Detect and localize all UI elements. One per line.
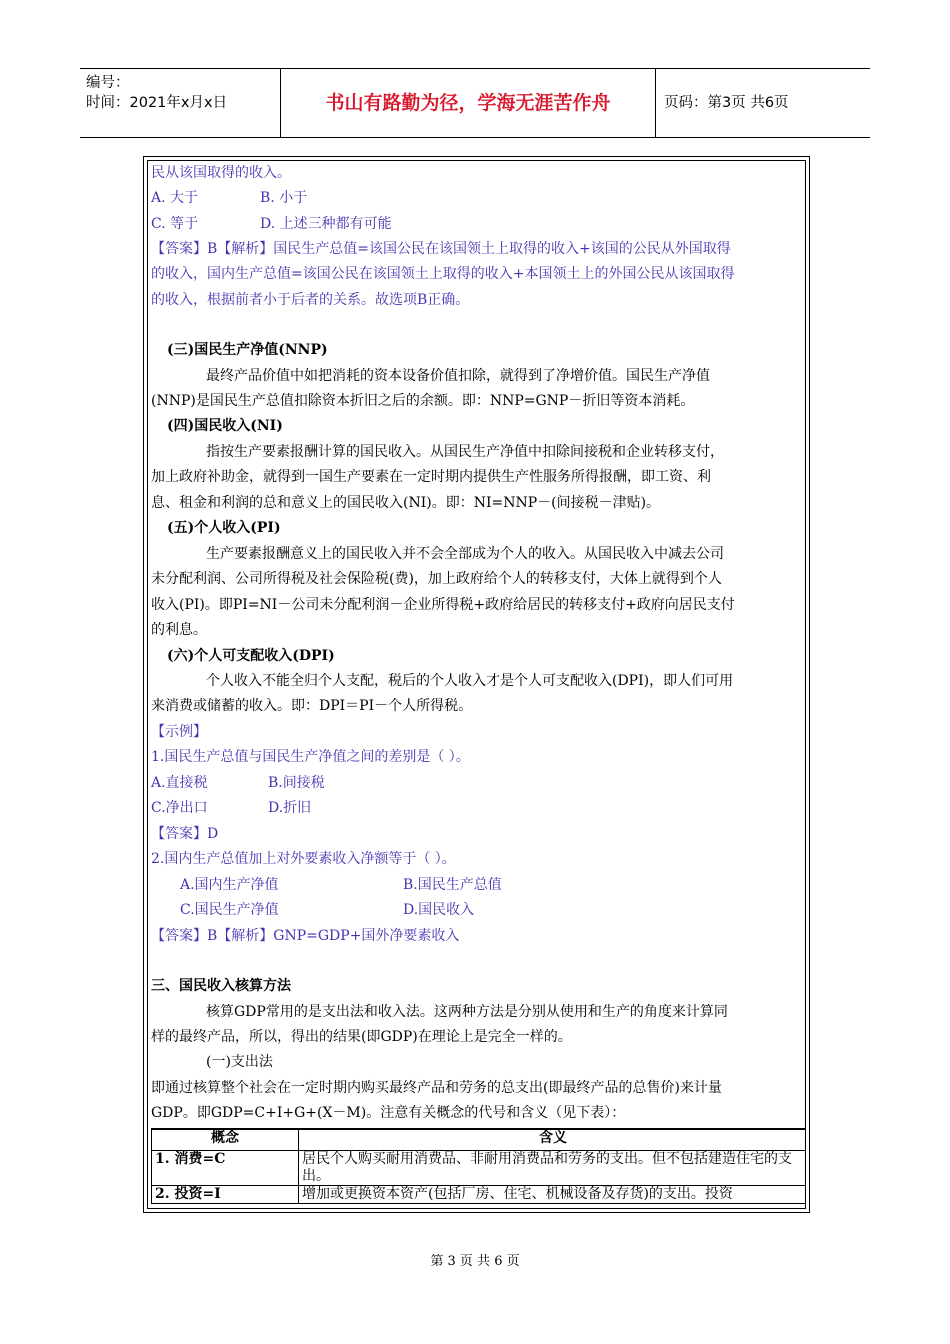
q2-option-a: A.国内生产净值 (180, 877, 279, 893)
q1-option-a: A.直接税 (151, 775, 208, 791)
paragraph-line: 指按生产要素报酬计算的国民收入。从国民生产净值中扣除间接税和企业转移支付， (206, 444, 724, 460)
section-heading-methods: 三、国民收入核算方法 (151, 978, 291, 994)
section-heading-nnp: (三)国民生产净值(NNP) (167, 342, 328, 358)
paragraph-line: 样的最终产品，所以，得出的结果(即GDP)在理论上是完全一样的。 (151, 1029, 572, 1045)
option-c: C. 等于 (151, 216, 199, 232)
option-b: B. 小于 (260, 190, 308, 206)
table-header-meaning: 含义 (299, 1129, 807, 1151)
example-label: 【示例】 (151, 724, 207, 740)
paragraph-line: 生产要素报酬意义上的国民收入并不会全部成为个人的收入。从国民收入中减去公司 (206, 546, 724, 562)
paragraph-line: 即通过核算整个社会在一定时期内购买最终产品和劳务的总支出(即最终产品的总售价)来计量 (151, 1080, 722, 1096)
q1-option-b: B.间接税 (268, 775, 325, 791)
question-2: 2.国内生产总值加上对外要素收入净额等于（ ）。 (151, 851, 456, 867)
paragraph-line: 核算GDP常用的是支出法和收入法。这两种方法是分别从使用和生产的角度来计算同 (206, 1004, 728, 1020)
content-area (147, 160, 806, 1209)
section-heading-pi: (五)个人收入(PI) (167, 520, 281, 536)
section-heading-dpi: (六)个人可支配收入(DPI) (167, 648, 335, 664)
header-motto: 书山有路勤为径，学海无涯苦作舟 (280, 69, 656, 137)
answer-2: 【答案】B【解析】GNP=GDP+国外净要素收入 (151, 928, 460, 944)
paragraph-line: 最终产品价值中如把消耗的资本设备价值扣除，就得到了净增价值。国民生产净值 (206, 368, 710, 384)
section-heading-ni: (四)国民收入(NI) (167, 418, 283, 434)
table-row (152, 1186, 807, 1204)
answer-line: 的收入，根据前者小于后者的关系。故选项B正确。 (151, 292, 470, 308)
doc-time-label: 时间：2021年x月x日 (86, 95, 228, 111)
answer-1: 【答案】D (151, 826, 219, 842)
header-meta (80, 69, 280, 137)
q2-option-b: B.国民生产总值 (403, 877, 502, 893)
header-page-number: 页码：第3页 共6页 (664, 95, 789, 111)
subsection-expenditure: (一)支出法 (206, 1054, 273, 1070)
table-cell-meaning: 增加或更换资本资产(包括厂房、住宅、机械设备及存货)的支出。投资 (299, 1186, 807, 1204)
page-header (80, 68, 870, 138)
paragraph-line: 未分配利润、公司所得税及社会保险税(费)，加上政府给个人的转移支付，大体上就得到个人 (151, 571, 722, 587)
page-footer: 第 3 页 共 6 页 (430, 1254, 520, 1269)
option-d: D. 上述三种都有可能 (260, 216, 392, 232)
answer-line: 【答案】B【解析】国民生产总值=该国公民在该国领土上取得的收入+该国的公民从外国取得 (151, 241, 731, 257)
answer-line: 的收入，国内生产总值=该国公民在该国领土上取得的收入+本国领土上的外国公民从该国取得 (151, 266, 735, 282)
text-line: 民从该国取得的收入。 (151, 165, 291, 181)
table-cell-concept: 1. 消费=C (152, 1151, 299, 1186)
table-row (152, 1151, 807, 1186)
paragraph-line: (NNP)是国民生产总值扣除资本折旧之后的余额。即：NNP=GNP－折旧等资本消耗。 (151, 393, 695, 409)
paragraph-line: 个人收入不能全归个人支配，税后的个人收入才是个人可支配收入(DPI)，即人们可用 (206, 673, 734, 689)
table-cell-meaning: 居民个人购买耐用消费品、非耐用消费品和劳务的支出。但不包括建造住宅的支出。 (299, 1151, 807, 1186)
table-header-concept: 概念 (152, 1129, 299, 1151)
paragraph-line: 的利息。 (151, 622, 207, 638)
q2-option-d: D.国民收入 (403, 902, 475, 918)
paragraph-line: 加上政府补助金，就得到一国生产要素在一定时期内提供生产性服务所得报酬，即工资、利 (151, 469, 711, 485)
q1-option-d: D.折旧 (268, 800, 312, 816)
paragraph-line: GDP。即GDP=C+I+G+(X－M)。注意有关概念的代号和含义（见下表）： (151, 1105, 626, 1121)
paragraph-line: 收入(PI)。即PI=NI－公司未分配利润－企业所得税+政府给居民的转移支付+政府向居民支付 (151, 597, 735, 613)
q2-option-c: C.国民生产净值 (180, 902, 279, 918)
q1-option-c: C.净出口 (151, 800, 208, 816)
doc-number-label: 编号： (86, 75, 130, 91)
question-1: 1.国民生产总值与国民生产净值之间的差别是（ ）。 (151, 749, 470, 765)
paragraph-line: 来消费或储蓄的收入。即：DPI＝PI－个人所得税。 (151, 698, 473, 714)
content-frame (143, 156, 810, 1213)
table-header-row (152, 1129, 807, 1151)
concept-table (151, 1128, 806, 1204)
option-a: A. 大于 (151, 190, 199, 206)
table-cell-concept: 2. 投资=I (152, 1186, 299, 1204)
paragraph-line: 息、租金和利润的总和意义上的国民收入(NI)。即：NI=NNP－(间接税－津贴)。 (151, 495, 661, 511)
